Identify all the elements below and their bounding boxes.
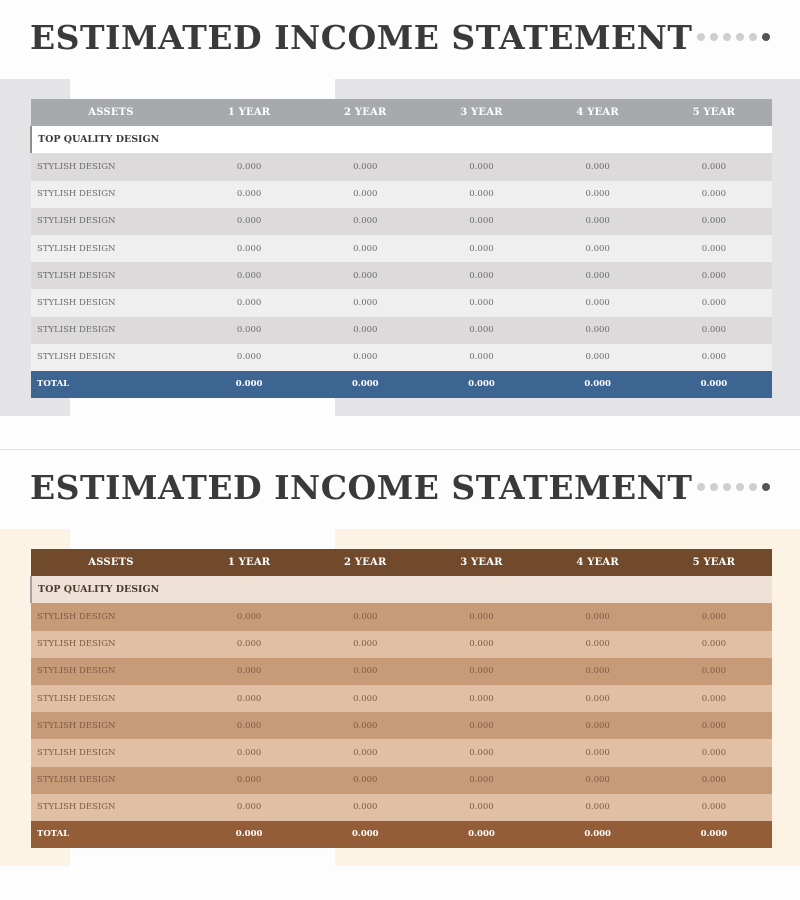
row-label: STYLISH DESIGN xyxy=(31,685,191,712)
cell-value: 0.000 xyxy=(307,712,423,739)
cell-value: 0.000 xyxy=(540,631,656,658)
cell-value: 0.000 xyxy=(540,262,656,289)
cell-value: 0.000 xyxy=(307,767,423,794)
cell-value: 0.000 xyxy=(540,181,656,208)
table-row xyxy=(31,262,772,289)
cell-value: 0.000 xyxy=(656,685,772,712)
cell-value: 0.000 xyxy=(656,767,772,794)
table-row xyxy=(31,344,772,371)
column-header-year-3: 3 YEAR xyxy=(460,107,503,119)
total-value: 0.000 xyxy=(191,371,307,398)
total-label: TOTAL xyxy=(31,821,191,848)
cell-value: 0.000 xyxy=(423,603,539,630)
cell-value: 0.000 xyxy=(191,685,307,712)
slide-brown xyxy=(0,450,800,900)
cell-value: 0.000 xyxy=(307,289,423,316)
row-label: STYLISH DESIGN xyxy=(31,208,191,235)
row-label: STYLISH DESIGN xyxy=(31,289,191,316)
cell-value: 0.000 xyxy=(423,712,539,739)
cell-value: 0.000 xyxy=(307,794,423,821)
column-header-year-2: 2 YEAR xyxy=(344,107,387,119)
cell-value: 0.000 xyxy=(540,289,656,316)
cell-value: 0.000 xyxy=(307,344,423,371)
cell-value: 0.000 xyxy=(656,603,772,630)
table-row xyxy=(31,767,772,794)
cell-value: 0.000 xyxy=(307,685,423,712)
cell-value: 0.000 xyxy=(307,262,423,289)
table-total-row xyxy=(31,821,772,848)
cell-value: 0.000 xyxy=(540,767,656,794)
cell-value: 0.000 xyxy=(656,658,772,685)
row-label: STYLISH DESIGN xyxy=(31,767,191,794)
total-value: 0.000 xyxy=(307,371,423,398)
table-row xyxy=(31,685,772,712)
cell-value: 0.000 xyxy=(191,317,307,344)
cell-value: 0.000 xyxy=(423,289,539,316)
cell-value: 0.000 xyxy=(656,289,772,316)
table-header-row xyxy=(31,549,772,576)
cell-value: 0.000 xyxy=(191,344,307,371)
cell-value: 0.000 xyxy=(540,344,656,371)
cell-value: 0.000 xyxy=(656,153,772,180)
row-label: STYLISH DESIGN xyxy=(31,317,191,344)
pager-dot[interactable] xyxy=(723,483,731,491)
pager-dot-active[interactable] xyxy=(762,483,770,491)
cell-value: 0.000 xyxy=(423,153,539,180)
cell-value: 0.000 xyxy=(423,794,539,821)
cell-value: 0.000 xyxy=(191,208,307,235)
table-group-row xyxy=(31,126,772,153)
cell-value: 0.000 xyxy=(307,181,423,208)
table-row xyxy=(31,317,772,344)
table-row xyxy=(31,289,772,316)
cell-value: 0.000 xyxy=(423,344,539,371)
cell-value: 0.000 xyxy=(423,235,539,262)
cell-value: 0.000 xyxy=(540,235,656,262)
cell-value: 0.000 xyxy=(656,712,772,739)
column-header-year-4: 4 YEAR xyxy=(576,107,619,119)
total-value: 0.000 xyxy=(540,821,656,848)
total-value: 0.000 xyxy=(656,371,772,398)
row-label: STYLISH DESIGN xyxy=(31,262,191,289)
pager-dot[interactable] xyxy=(697,483,705,491)
cell-value: 0.000 xyxy=(307,208,423,235)
pager-dot[interactable] xyxy=(710,33,718,41)
cell-value: 0.000 xyxy=(656,739,772,766)
total-value: 0.000 xyxy=(540,371,656,398)
cell-value: 0.000 xyxy=(540,712,656,739)
cell-value: 0.000 xyxy=(540,794,656,821)
pager-dot[interactable] xyxy=(736,483,744,491)
column-header-assets: ASSETS xyxy=(88,107,134,119)
row-label: STYLISH DESIGN xyxy=(31,344,191,371)
pager-dot[interactable] xyxy=(749,483,757,491)
cell-value: 0.000 xyxy=(540,658,656,685)
cell-value: 0.000 xyxy=(656,208,772,235)
cell-value: 0.000 xyxy=(656,317,772,344)
cell-value: 0.000 xyxy=(656,235,772,262)
slide-pager xyxy=(697,33,770,41)
cell-value: 0.000 xyxy=(191,603,307,630)
cell-value: 0.000 xyxy=(656,262,772,289)
slide-pager xyxy=(697,483,770,491)
row-label: STYLISH DESIGN xyxy=(31,739,191,766)
table-row xyxy=(31,181,772,208)
cell-value: 0.000 xyxy=(191,739,307,766)
total-value: 0.000 xyxy=(307,821,423,848)
pager-dot[interactable] xyxy=(749,33,757,41)
cell-value: 0.000 xyxy=(191,767,307,794)
table-row xyxy=(31,603,772,630)
group-label: TOP QUALITY DESIGN xyxy=(31,126,772,153)
cell-value: 0.000 xyxy=(540,153,656,180)
total-value: 0.000 xyxy=(423,821,539,848)
total-value: 0.000 xyxy=(191,821,307,848)
pager-dot[interactable] xyxy=(736,33,744,41)
cell-value: 0.000 xyxy=(423,767,539,794)
table-row xyxy=(31,208,772,235)
cell-value: 0.000 xyxy=(656,631,772,658)
table-group-row xyxy=(31,576,772,603)
total-label: TOTAL xyxy=(31,371,191,398)
cell-value: 0.000 xyxy=(540,603,656,630)
cell-value: 0.000 xyxy=(191,658,307,685)
row-label: STYLISH DESIGN xyxy=(31,603,191,630)
pager-dot[interactable] xyxy=(697,33,705,41)
cell-value: 0.000 xyxy=(191,235,307,262)
table-row xyxy=(31,712,772,739)
cell-value: 0.000 xyxy=(191,289,307,316)
table-row xyxy=(31,658,772,685)
page-title: ESTIMATED INCOME STATEMENT xyxy=(30,468,693,507)
cell-value: 0.000 xyxy=(307,603,423,630)
cell-value: 0.000 xyxy=(540,739,656,766)
table-header-row xyxy=(31,99,772,126)
table-row xyxy=(31,235,772,262)
cell-value: 0.000 xyxy=(191,262,307,289)
cell-value: 0.000 xyxy=(307,317,423,344)
row-label: STYLISH DESIGN xyxy=(31,631,191,658)
cell-value: 0.000 xyxy=(656,794,772,821)
cell-value: 0.000 xyxy=(423,739,539,766)
pager-dot-active[interactable] xyxy=(762,33,770,41)
cell-value: 0.000 xyxy=(191,631,307,658)
cell-value: 0.000 xyxy=(540,317,656,344)
page-title: ESTIMATED INCOME STATEMENT xyxy=(30,18,693,57)
column-header-year-5: 5 YEAR xyxy=(692,557,736,569)
pager-dot[interactable] xyxy=(710,483,718,491)
cell-value: 0.000 xyxy=(423,631,539,658)
row-label: STYLISH DESIGN xyxy=(31,712,191,739)
row-label: STYLISH DESIGN xyxy=(31,658,191,685)
table-row xyxy=(31,153,772,180)
column-header-year-3: 3 YEAR xyxy=(460,557,503,569)
column-header-assets: ASSETS xyxy=(88,557,134,569)
column-header-year-2: 2 YEAR xyxy=(344,557,387,569)
cell-value: 0.000 xyxy=(423,685,539,712)
row-label: STYLISH DESIGN xyxy=(31,153,191,180)
table-row xyxy=(31,631,772,658)
cell-value: 0.000 xyxy=(656,181,772,208)
table-row xyxy=(31,739,772,766)
cell-value: 0.000 xyxy=(423,208,539,235)
column-header-year-1: 1 YEAR xyxy=(227,557,271,569)
row-label: STYLISH DESIGN xyxy=(31,181,191,208)
cell-value: 0.000 xyxy=(423,181,539,208)
table-row xyxy=(31,794,772,821)
table-total-row xyxy=(31,371,772,398)
cell-value: 0.000 xyxy=(656,344,772,371)
cell-value: 0.000 xyxy=(307,658,423,685)
cell-value: 0.000 xyxy=(307,153,423,180)
row-label: STYLISH DESIGN xyxy=(31,235,191,262)
column-header-year-5: 5 YEAR xyxy=(692,107,736,119)
cell-value: 0.000 xyxy=(307,235,423,262)
income-statement-table xyxy=(30,549,772,848)
cell-value: 0.000 xyxy=(423,262,539,289)
total-value: 0.000 xyxy=(656,821,772,848)
cell-value: 0.000 xyxy=(540,685,656,712)
cell-value: 0.000 xyxy=(307,739,423,766)
income-statement-table xyxy=(30,99,772,398)
pager-dot[interactable] xyxy=(723,33,731,41)
cell-value: 0.000 xyxy=(191,712,307,739)
total-value: 0.000 xyxy=(423,371,539,398)
cell-value: 0.000 xyxy=(191,153,307,180)
cell-value: 0.000 xyxy=(423,317,539,344)
column-header-year-1: 1 YEAR xyxy=(227,107,271,119)
cell-value: 0.000 xyxy=(423,658,539,685)
cell-value: 0.000 xyxy=(191,794,307,821)
cell-value: 0.000 xyxy=(307,631,423,658)
column-header-year-4: 4 YEAR xyxy=(576,557,619,569)
group-label: TOP QUALITY DESIGN xyxy=(31,576,772,603)
cell-value: 0.000 xyxy=(191,181,307,208)
cell-value: 0.000 xyxy=(540,208,656,235)
row-label: STYLISH DESIGN xyxy=(31,794,191,821)
